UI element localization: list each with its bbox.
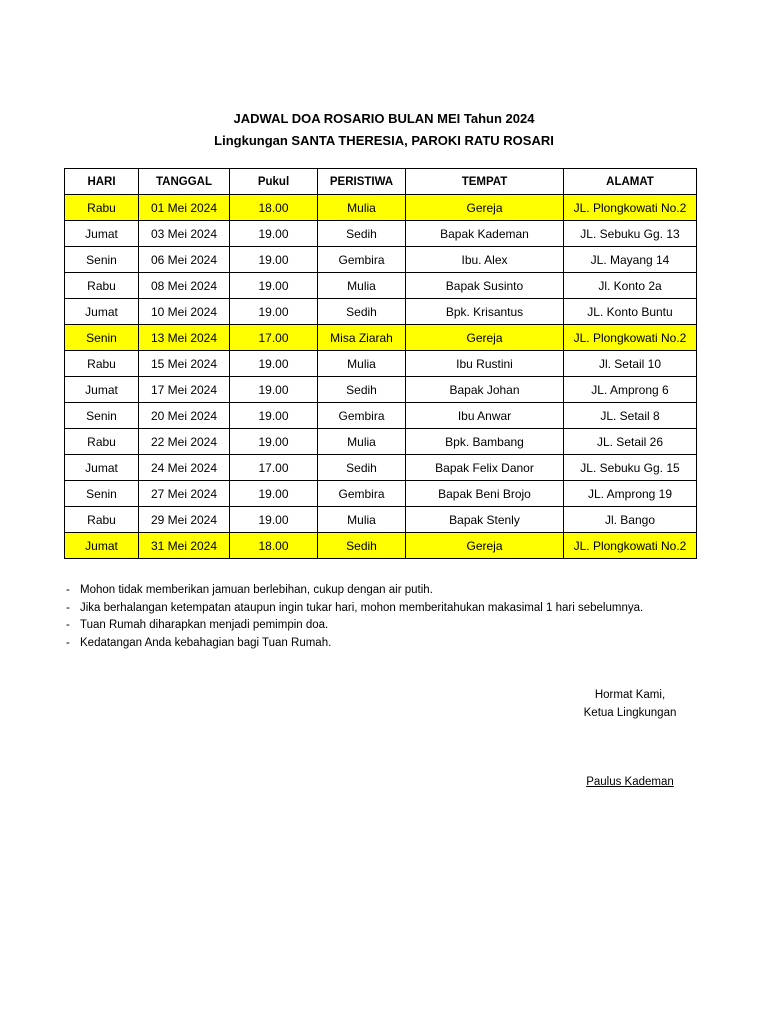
cell-pukul: 18.00 [230, 533, 318, 559]
cell-hari: Jumat [65, 299, 139, 325]
cell-peristiwa: Gembira [318, 247, 406, 273]
table-row [65, 429, 697, 455]
closing-greeting: Hormat Kami, [594, 689, 666, 701]
cell-tempat: Bapak Kademan [406, 221, 564, 247]
cell-tempat: Ibu Rustini [406, 351, 564, 377]
note-bullet: - [66, 619, 70, 631]
schedule-table-body [65, 195, 697, 559]
cell-pukul: 19.00 [230, 221, 318, 247]
cell-peristiwa: Mulia [318, 273, 406, 299]
cell-tanggal: 13 Mei 2024 [139, 325, 230, 351]
cell-alamat: JL. Mayang 14 [564, 247, 697, 273]
cell-pukul: 19.00 [230, 403, 318, 429]
note-item [66, 582, 726, 600]
cell-peristiwa: Sedih [318, 377, 406, 403]
cell-alamat: JL. Sebuku Gg. 13 [564, 221, 697, 247]
column-header-hari: HARI [65, 169, 139, 195]
table-row [65, 455, 697, 481]
cell-hari: Rabu [65, 507, 139, 533]
table-row [65, 351, 697, 377]
cell-hari: Jumat [65, 221, 139, 247]
table-row [65, 377, 697, 403]
cell-tanggal: 01 Mei 2024 [139, 195, 230, 221]
document-title: JADWAL DOA ROSARIO BULAN MEI Tahun 2024 [233, 111, 535, 126]
note-item [66, 617, 726, 635]
cell-peristiwa: Sedih [318, 455, 406, 481]
cell-tanggal: 27 Mei 2024 [139, 481, 230, 507]
cell-alamat: JL. Konto Buntu [564, 299, 697, 325]
table-row [65, 247, 697, 273]
cell-hari: Jumat [65, 455, 139, 481]
cell-pukul: 19.00 [230, 247, 318, 273]
cell-hari: Rabu [65, 351, 139, 377]
cell-alamat: Jl. Konto 2a [564, 273, 697, 299]
signer-block [560, 773, 700, 791]
column-header-pukul: Pukul [230, 169, 318, 195]
cell-pukul: 17.00 [230, 455, 318, 481]
cell-tempat: Bapak Stenly [406, 507, 564, 533]
cell-peristiwa: Gembira [318, 481, 406, 507]
table-row [65, 507, 697, 533]
cell-alamat: JL. Setail 8 [564, 403, 697, 429]
cell-hari: Senin [65, 325, 139, 351]
cell-tempat: Ibu. Alex [406, 247, 564, 273]
cell-pukul: 19.00 [230, 351, 318, 377]
cell-tanggal: 24 Mei 2024 [139, 455, 230, 481]
cell-tempat: Ibu Anwar [406, 403, 564, 429]
signer-name: Paulus Kademan [586, 776, 674, 788]
cell-tanggal: 10 Mei 2024 [139, 299, 230, 325]
cell-tempat: Gereja [406, 533, 564, 559]
cell-pukul: 18.00 [230, 195, 318, 221]
cell-hari: Senin [65, 403, 139, 429]
cell-alamat: JL. Setail 26 [564, 429, 697, 455]
cell-pukul: 17.00 [230, 325, 318, 351]
cell-tempat: Bapak Beni Brojo [406, 481, 564, 507]
cell-pukul: 19.00 [230, 507, 318, 533]
note-bullet: - [66, 636, 70, 649]
cell-alamat: JL. Plongkowati No.2 [564, 195, 697, 221]
closing-role: Ketua Lingkungan [583, 707, 677, 719]
schedule-table [64, 168, 697, 559]
cell-hari: Jumat [65, 533, 139, 559]
cell-alamat: Jl. Setail 10 [564, 351, 697, 377]
note-text: Mohon tidak memberikan jamuan berlebihan, cukup dengan air putih. [80, 584, 433, 596]
cell-hari: Senin [65, 481, 139, 507]
cell-pukul: 19.00 [230, 377, 318, 403]
table-row [65, 221, 697, 247]
column-header-tanggal: TANGGAL [139, 169, 230, 195]
cell-pukul: 19.00 [230, 429, 318, 455]
table-row [65, 195, 697, 221]
cell-pukul: 19.00 [230, 481, 318, 507]
column-header-peristiwa: PERISTIWA [318, 169, 406, 195]
table-header-row [65, 169, 697, 195]
cell-tanggal: 22 Mei 2024 [139, 429, 230, 455]
cell-peristiwa: Sedih [318, 221, 406, 247]
cell-pukul: 19.00 [230, 273, 318, 299]
cell-hari: Rabu [65, 429, 139, 455]
table-row [65, 325, 697, 351]
note-item [66, 635, 726, 653]
table-row [65, 403, 697, 429]
cell-peristiwa: Misa Ziarah [318, 325, 406, 351]
note-bullet: - [66, 584, 70, 596]
cell-alamat: Jl. Bango [564, 507, 697, 533]
column-header-tempat: TEMPAT [406, 169, 564, 195]
cell-tanggal: 03 Mei 2024 [139, 221, 230, 247]
table-row [65, 273, 697, 299]
cell-tanggal: 15 Mei 2024 [139, 351, 230, 377]
note-text: Kedatangan Anda kebahagian bagi Tuan Rumah. [80, 636, 332, 649]
cell-hari: Senin [65, 247, 139, 273]
cell-tanggal: 06 Mei 2024 [139, 247, 230, 273]
cell-peristiwa: Mulia [318, 351, 406, 377]
cell-tempat: Bpk. Bambang [406, 429, 564, 455]
cell-tempat: Bapak Johan [406, 377, 564, 403]
table-row [65, 481, 697, 507]
cell-tanggal: 17 Mei 2024 [139, 377, 230, 403]
cell-peristiwa: Mulia [318, 507, 406, 533]
cell-tempat: Gereja [406, 325, 564, 351]
cell-alamat: JL. Sebuku Gg. 15 [564, 455, 697, 481]
cell-alamat: JL. Amprong 6 [564, 377, 697, 403]
cell-tanggal: 08 Mei 2024 [139, 273, 230, 299]
cell-tempat: Gereja [406, 195, 564, 221]
cell-tempat: Bapak Susinto [406, 273, 564, 299]
cell-hari: Jumat [65, 377, 139, 403]
cell-tempat: Bapak Felix Danor [406, 455, 564, 481]
cell-hari: Rabu [65, 195, 139, 221]
notes-list [66, 582, 726, 652]
cell-alamat: JL. Plongkowati No.2 [564, 533, 697, 559]
cell-tanggal: 20 Mei 2024 [139, 403, 230, 429]
document-subtitle: Lingkungan SANTA THERESIA, PAROKI RATU ROSARI [214, 133, 554, 148]
cell-peristiwa: Sedih [318, 533, 406, 559]
cell-peristiwa: Gembira [318, 403, 406, 429]
cell-peristiwa: Mulia [318, 429, 406, 455]
note-text: Jika berhalangan ketempatan ataupun ingin tukar hari, mohon memberitahukan makasimal 1 hari sebelumnya. [80, 601, 644, 614]
cell-peristiwa: Sedih [318, 299, 406, 325]
cell-pukul: 19.00 [230, 299, 318, 325]
cell-tempat: Bpk. Krisantus [406, 299, 564, 325]
cell-alamat: JL. Plongkowati No.2 [564, 325, 697, 351]
note-bullet: - [66, 601, 70, 614]
cell-hari: Rabu [65, 273, 139, 299]
note-text: Tuan Rumah diharapkan menjadi pemimpin doa. [80, 619, 329, 631]
cell-tanggal: 29 Mei 2024 [139, 507, 230, 533]
column-header-alamat: ALAMAT [564, 169, 697, 195]
table-row [65, 299, 697, 325]
table-row [65, 533, 697, 559]
cell-alamat: JL. Amprong 19 [564, 481, 697, 507]
note-item [66, 600, 726, 618]
cell-peristiwa: Mulia [318, 195, 406, 221]
cell-tanggal: 31 Mei 2024 [139, 533, 230, 559]
